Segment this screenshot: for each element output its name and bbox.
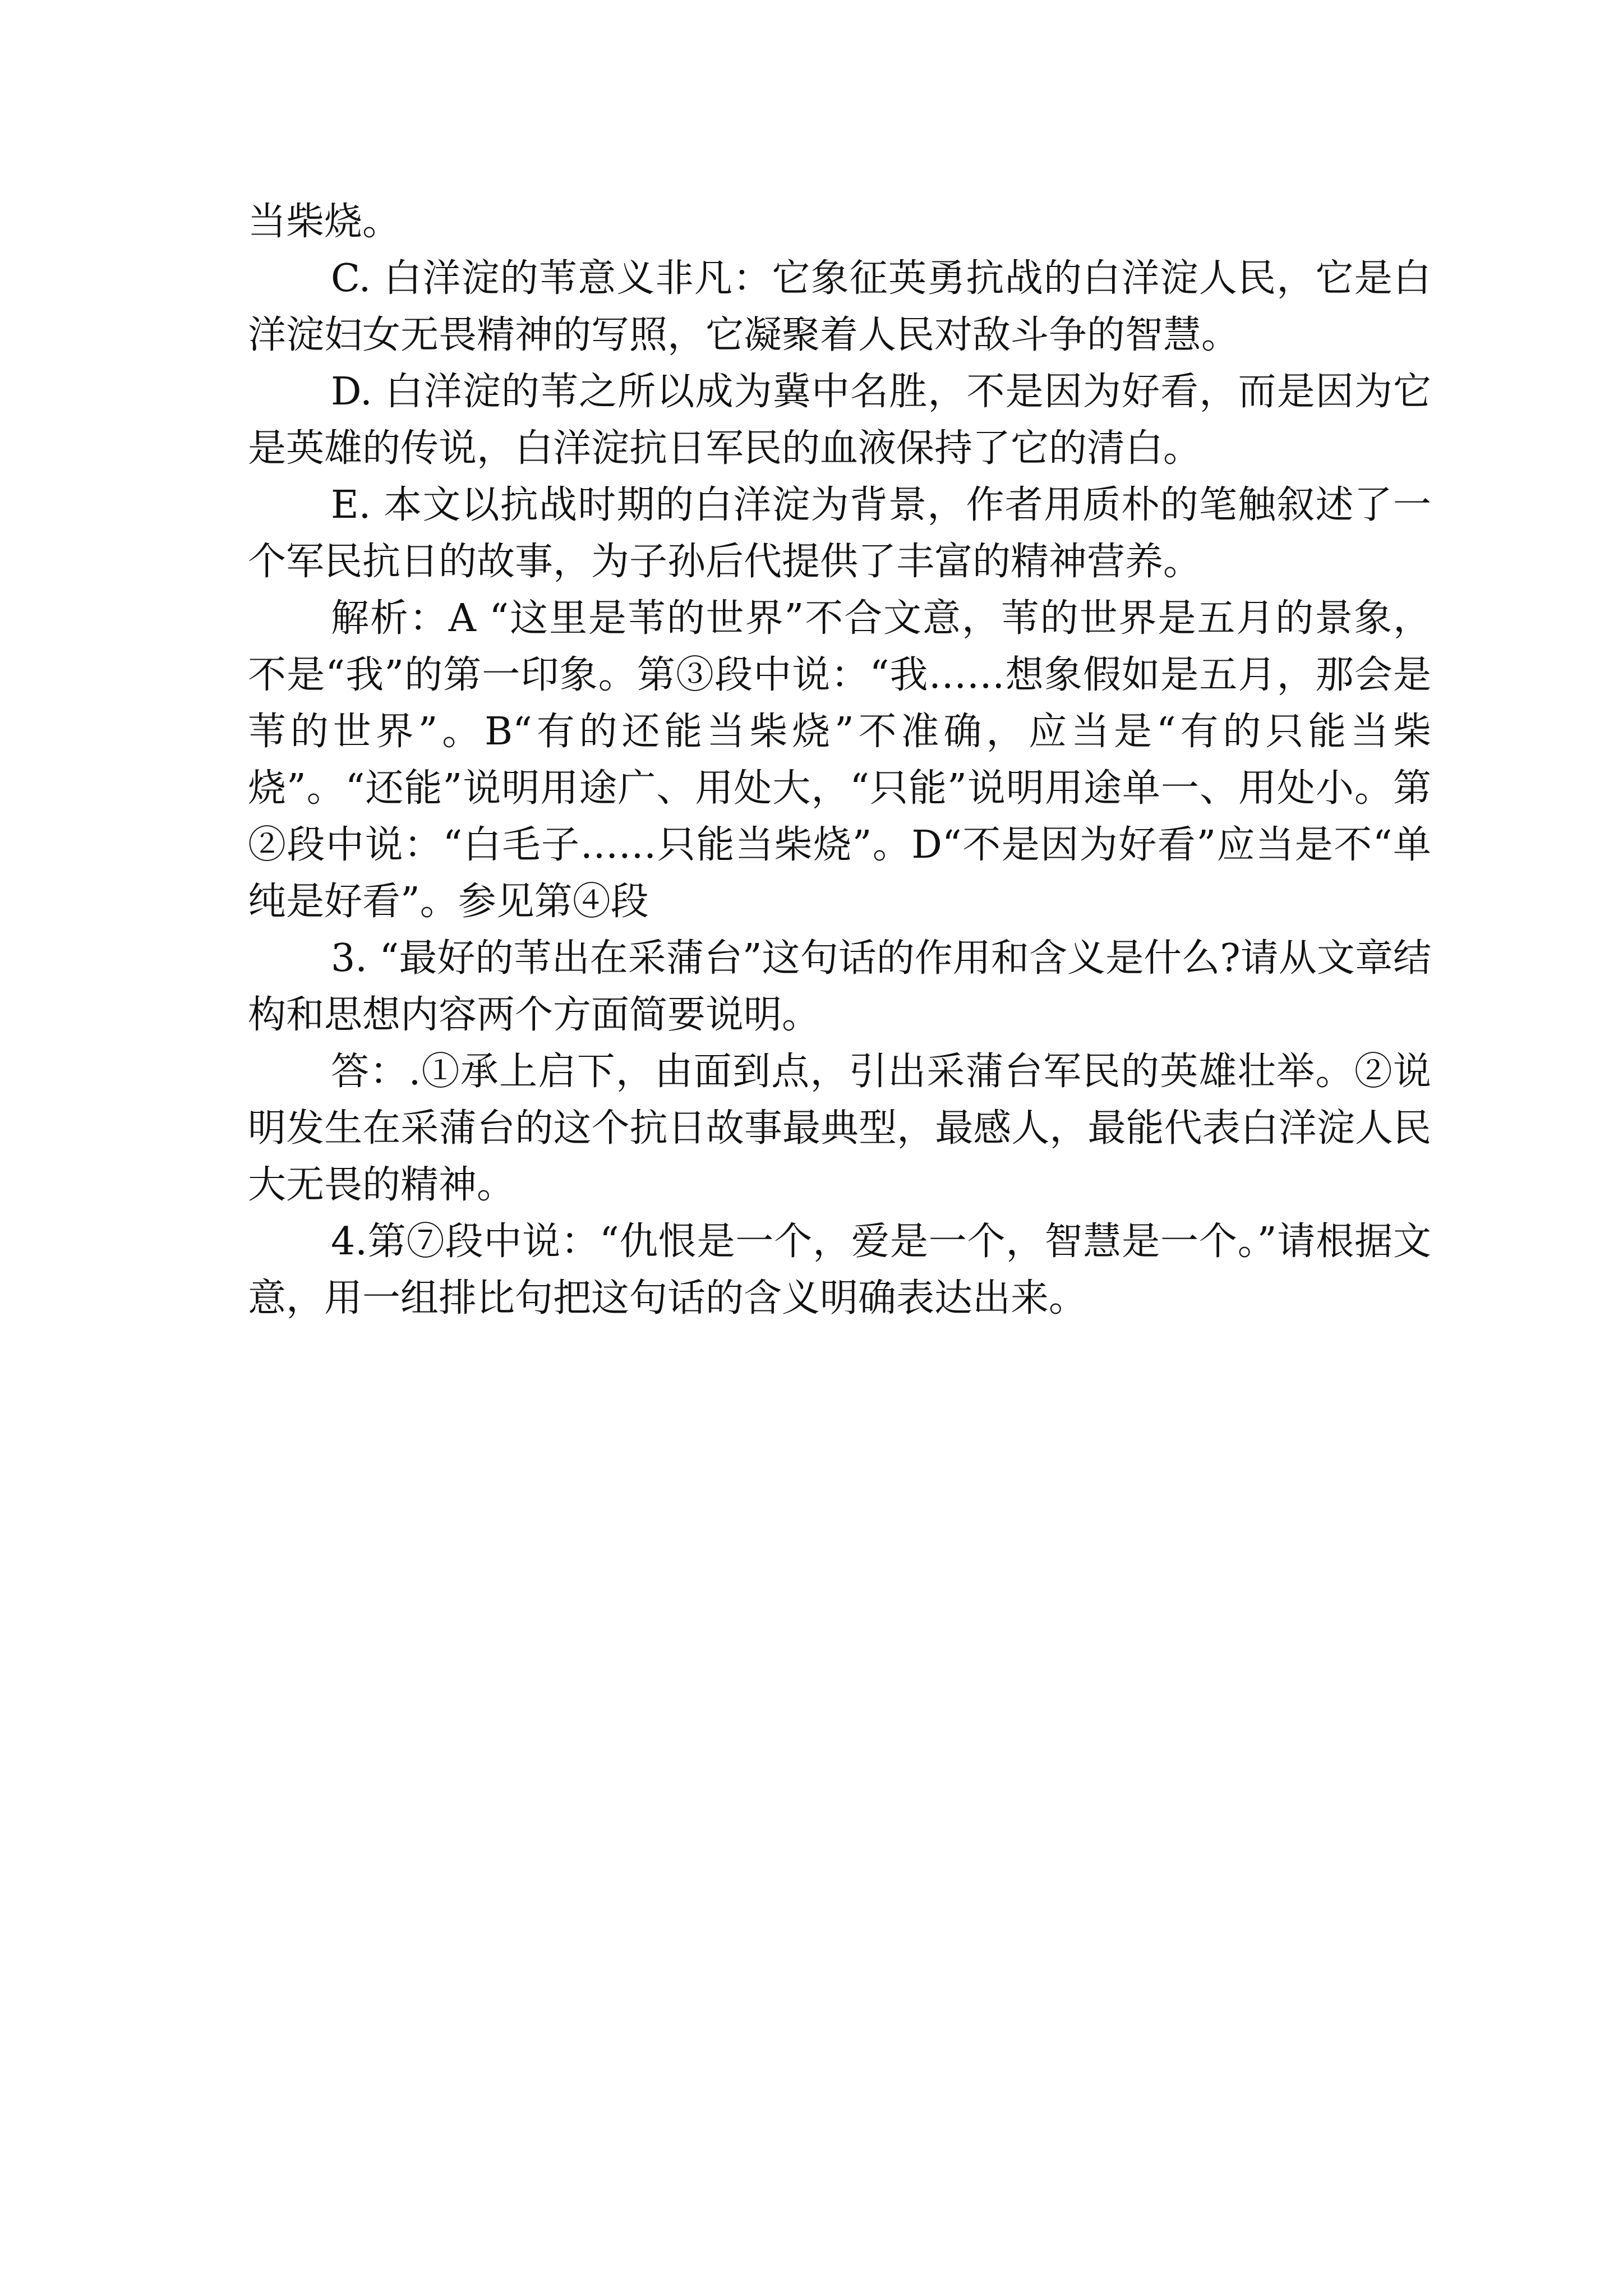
question-4-paragraph: 4.第⑦段中说：“仇恨是一个，爱是一个，智慧是一个。”请根据文意，用一组排比句把这句话的含义明确表达出来。: [248, 1220, 1431, 1320]
option-e-paragraph: E. 本文以抗战时期的白洋淀为背景，作者用质朴的笔触叙述了一个军民抗日的故事，为子孙后代提供了丰富的精神营养。: [248, 483, 1431, 584]
answer-3-paragraph: 答：.①承上启下，由面到点，引出采蒲台军民的英雄壮举。②说明发生在采蒲台的这个抗日故事最典型，最感人，最能代表白洋淀人民大无畏的精神。: [248, 1050, 1431, 1207]
option-d-paragraph: D. 白洋淀的苇之所以成为冀中名胜，不是因为好看，而是因为它是英雄的传说，白洋淀抗日军民的血液保持了它的清白。: [248, 370, 1431, 471]
paragraph-continuation: 当柴烧。: [248, 200, 401, 244]
document-body: [248, 194, 1431, 1327]
question-3-paragraph: 3. “最好的苇出在采蒲台”这句话的作用和含义是什么?请从文章结构和思想内容两个方面简要说明。: [248, 936, 1431, 1037]
analysis-paragraph: 解析：A “这里是苇的世界”不合文意，苇的世界是五月的景象，不是“我”的第一印象。第③段中说：“我……想象假如是五月，那会是苇的世界”。B“有的还能当柴烧”不准确，应当是“有的只能当柴烧”。“还能”说明用途广、用处大，“只能”说明用途单一、用处小。第②段中说：“白毛子……只能当柴烧”。D“不是因为好看”应当是不“单纯是好看”。参见第④段: [248, 596, 1431, 924]
option-c-paragraph: C. 白洋淀的苇意义非凡：它象征英勇抗战的白洋淀人民，它是白洋淀妇女无畏精神的写照，它凝聚着人民对敌斗争的智慧。: [248, 256, 1431, 357]
